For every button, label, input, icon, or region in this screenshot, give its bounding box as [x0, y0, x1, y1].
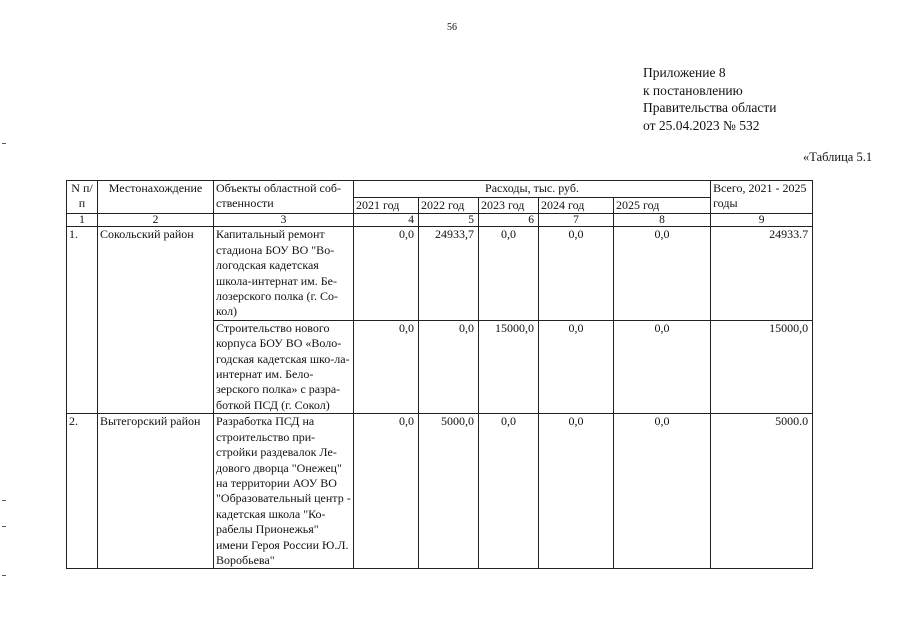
value-2021: 0,0	[354, 227, 419, 320]
value-2022: 24933,7	[419, 227, 479, 320]
header-year-2022: 2022 год	[419, 198, 479, 214]
table-row	[67, 414, 813, 569]
value-2024: 0,0	[539, 320, 614, 413]
value-2021: 0,0	[354, 414, 419, 569]
header-row-1	[67, 181, 813, 198]
value-2025: 0,0	[614, 320, 711, 413]
column-number: 5	[419, 214, 479, 227]
column-number: 4	[354, 214, 419, 227]
column-number: 3	[214, 214, 354, 227]
expenses-table	[66, 180, 813, 569]
margin-mark	[2, 575, 6, 576]
margin-mark	[2, 526, 6, 527]
page-number: 56	[447, 22, 457, 33]
header-year-2025: 2025 год	[614, 198, 711, 214]
column-number-row	[67, 214, 813, 227]
header-expenses: Расходы, тыс. руб.	[354, 181, 711, 198]
header-num: N п/п	[67, 181, 98, 214]
row-object: Разработка ПСД на строительство при-стройки раздевалок Ле-дового дворца "Онежец" на территории АОУ ВО "Образовательный центр - кадетская школа "Ко-рабелы Прионежья" имени Героя России Ю.Л. Воробьева"	[214, 414, 354, 569]
margin-mark	[2, 143, 6, 144]
value-2022: 0,0	[419, 320, 479, 413]
appendix-line-2: к постановлению	[643, 82, 743, 98]
value-2023: 0,0	[479, 414, 539, 569]
value-2025: 0,0	[614, 227, 711, 320]
row-location: Сокольский район	[98, 227, 214, 414]
column-number: 7	[539, 214, 614, 227]
row-number: 2.	[67, 414, 98, 569]
column-number: 8	[614, 214, 711, 227]
header-total: Всего, 2021 - 2025 годы	[711, 181, 813, 214]
row-object: Строительство нового корпуса БОУ ВО «Воло-годская кадетская шко-ла-интернат им. Бело-зерского полка» с разра-боткой ПСД (г. Сокол)	[214, 320, 354, 413]
header-year-2024: 2024 год	[539, 198, 614, 214]
value-2024: 0,0	[539, 227, 614, 320]
header-location: Местонахождение	[98, 181, 214, 214]
row-number: 1.	[67, 227, 98, 414]
value-total: 24933.7	[711, 227, 813, 320]
row-location: Вытегорский район	[98, 414, 214, 569]
value-2023: 15000,0	[479, 320, 539, 413]
appendix-header	[643, 64, 776, 134]
value-2024: 0,0	[539, 414, 614, 569]
column-number: 1	[67, 214, 98, 227]
column-number: 9	[711, 214, 813, 227]
column-number: 2	[98, 214, 214, 227]
value-2021: 0,0	[354, 320, 419, 413]
value-total: 15000,0	[711, 320, 813, 413]
header-year-2023: 2023 год	[479, 198, 539, 214]
value-2022: 5000,0	[419, 414, 479, 569]
appendix-line-3: Правительства области	[643, 100, 777, 115]
header-year-2021: 2021 год	[354, 198, 419, 214]
appendix-line-1: Приложение 8	[643, 65, 726, 80]
column-number: 6	[479, 214, 539, 227]
value-total: 5000.0	[711, 414, 813, 569]
appendix-line-4: от 25.04.2023 № 532	[643, 117, 760, 133]
value-2023: 0,0	[479, 227, 539, 320]
value-2025: 0,0	[614, 414, 711, 569]
table-row	[67, 227, 813, 320]
margin-mark	[2, 500, 6, 501]
table-caption: «Таблица 5.1	[803, 150, 873, 164]
header-objects: Объекты областной соб-ственности	[214, 181, 354, 214]
row-object: Капитальный ремонт стадиона БОУ ВО "Во-логодская кадетская школа-интернат им. Бе-лозерского полка (г. Со-кол)	[214, 227, 354, 320]
